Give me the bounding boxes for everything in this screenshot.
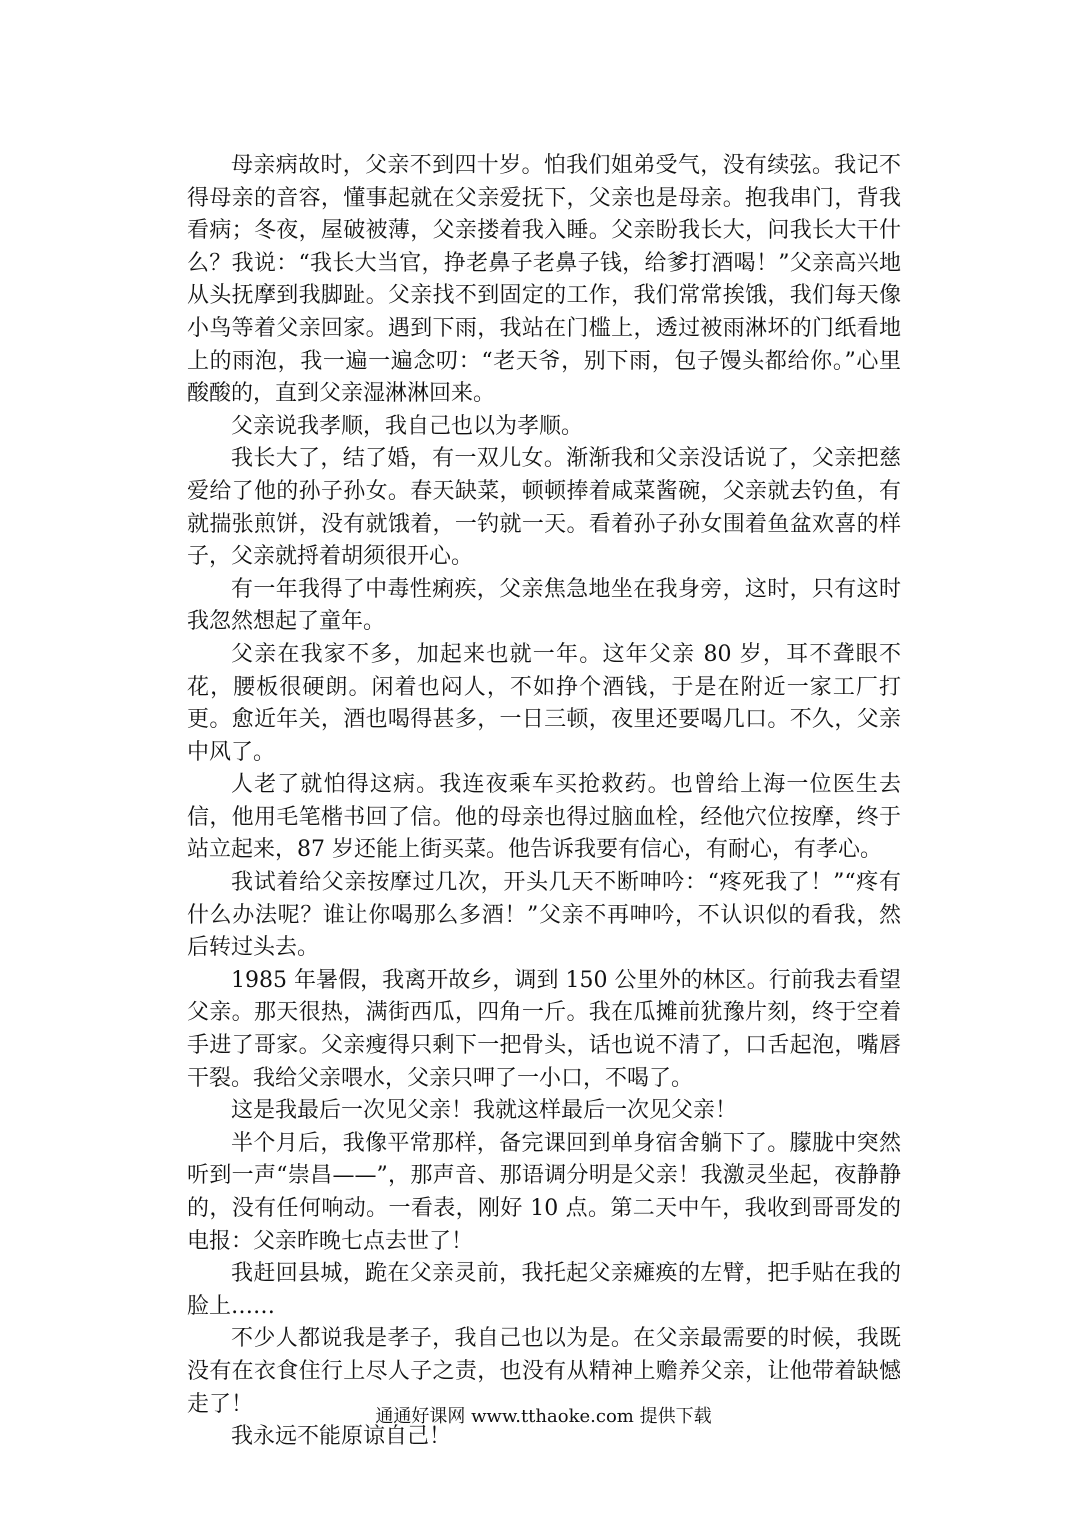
paragraph: 母亲病故时，父亲不到四十岁。怕我们姐弟受气，没有续弦。我记不得母亲的音容，懂事起就在父亲爱抚下，父亲也是母亲。抱我串门，背我看病；冬夜，屋破被薄，父亲搂着我入睡。父亲盼我长大，问我长大干什么？我说：“我长大当官，挣老鼻子老鼻子钱，给爹打酒喝！”父亲高兴地从头抚摩到我脚趾。父亲找不到固定的工作，我们常常挨饿，我们每天像小鸟等着父亲回家。遇到下雨，我站在门槛上，透过被雨淋坏的门纸看地上的雨泡，我一遍一遍念叨：“老天爷，别下雨，包子馒头都给你。”心里酸酸的，直到父亲湿淋淋回来。 [187, 153, 901, 407]
footer-credit: 通通好课网 www.tthaoke.com 提供下载 [375, 1406, 712, 1427]
paragraph: 这是我最后一次见父亲！我就这样最后一次见父亲！ [231, 1098, 738, 1124]
paragraph: 有一年我得了中毒性痢疾，父亲焦急地坐在我身旁，这时，只有这时我忽然想起了童年。 [187, 576, 901, 635]
paragraph: 我永远不能原谅自己！ [231, 1424, 452, 1450]
paragraph: 我试着给父亲按摩过几次，开头几天不断呻吟：“疼死我了！”“疼有什么办法呢？谁让你喝那么多酒！”父亲不再呻吟，不认识似的看我，然后转过头去。 [187, 870, 901, 961]
paragraph: 父亲在我家不多，加起来也就一年。这年父亲 80 岁，耳不聋眼不花，腰板很硬朗。闲着也闷人，不如挣个酒钱，于是在附近一家工厂打更。愈近年关，酒也喝得甚多，一日三顿，夜里还要喝几口。不久，父亲中风了。 [187, 641, 901, 765]
paragraph: 我长大了，结了婚，有一双儿女。渐渐我和父亲没话说了，父亲把慈爱给了他的孙子孙女。春天缺菜，顿顿捧着咸菜酱碗，父亲就去钓鱼，有就揣张煎饼，没有就饿着，一钓就一天。看着孙子孙女围着鱼盆欢喜的样子，父亲就捋着胡须很开心。 [187, 446, 901, 570]
paragraph: 不少人都说我是孝子，我自己也以为是。在父亲最需要的时候，我既没有在衣食住行上尽人子之责，也没有从精神上赡养父亲，让他带着缺憾走了！ [187, 1326, 901, 1417]
paragraph: 半个月后，我像平常那样，备完课回到单身宿舍躺下了。朦胧中突然听到一声“崇昌——”，那声音、那语调分明是父亲！我激灵坐起，夜静静的，没有任何响动。一看表，刚好 10 点。第二天中午，我收到哥哥发的电报：父亲昨晚七点去世了！ [187, 1130, 901, 1254]
paragraph: 1985 年暑假，我离开故乡，调到 150 公里外的林区。行前我去看望父亲。那天很热，满街西瓜，四角一斤。我在瓜摊前犹豫片刻，终于空着手进了哥家。父亲瘦得只剩下一把骨头，话也说不清了，口舌起泡，嘴唇干裂。我给父亲喂水，父亲只呷了一小口，不喝了。 [187, 967, 901, 1091]
paragraph: 父亲说我孝顺，我自己也以为孝顺。 [231, 413, 584, 439]
paragraph: 我赶回县城，跪在父亲灵前，我托起父亲瘫痪的左臂，把手贴在我的脸上…… [187, 1261, 901, 1319]
article-body [187, 150, 901, 1454]
paragraph: 人老了就怕得这病。我连夜乘车买抢救药。也曾给上海一位医生去信，他用毛笔楷书回了信。他的母亲也得过脑血栓，经他穴位按摩，终于站立起来，87 岁还能上街买菜。他告诉我要有信心，有耐心，有孝心。 [187, 772, 901, 863]
